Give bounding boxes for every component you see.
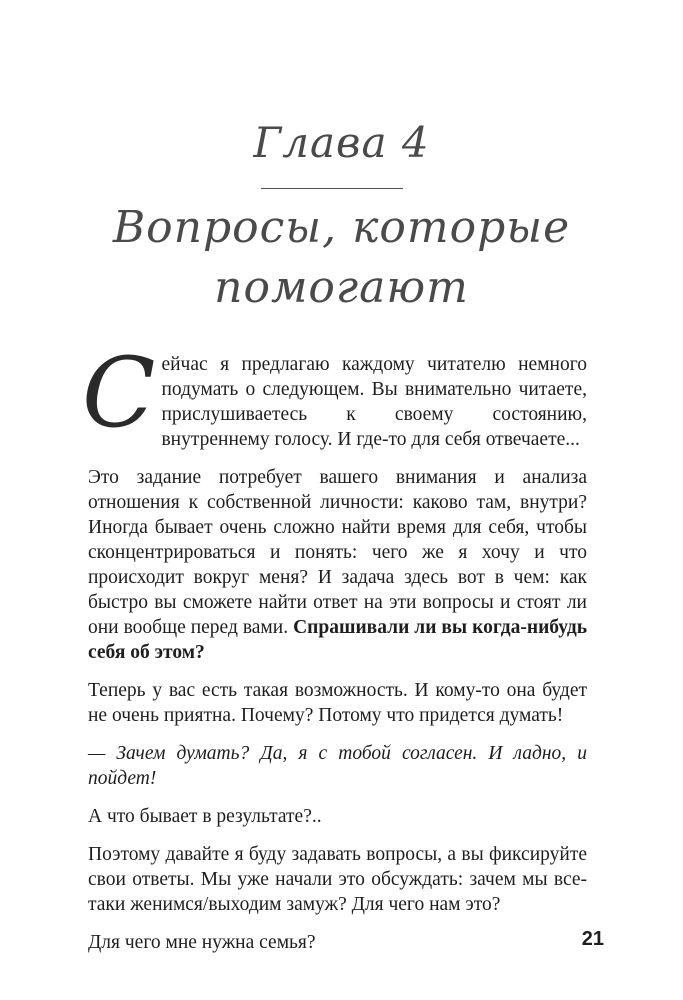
paragraph-1 <box>82 337 587 452</box>
page-number: 21 <box>581 928 604 950</box>
paragraph-3: Теперь у вас есть такая возможность. И кому-то она будет не очень приятна. Почему? Потому что придется думать! <box>88 680 587 726</box>
chapter-divider <box>261 188 403 189</box>
paragraph-2-text: Это задание потребует вашего внимания и анализа отношения к собственной личности: каково там, внутри? Иногда бывает очень сложно найти время для себя, чтобы сконцентрироваться и понять: чего же я хочу и что происходит вокруг меня? И задача здесь вот в чем: как быстро вы сможете найти ответ на эти вопросы и стоят ли они вообще перед вами. <box>88 467 587 638</box>
paragraph-1-text: ейчас я предлагаю каждому читателю немного подумать о следующем. Вы внимательно читаете, прислушиваетесь к своему состоянию, внутреннему голосу. И где-то для себя отвечаете... <box>161 354 587 450</box>
body-text <box>82 337 588 968</box>
chapter-title-line-1: Вопросы, которые <box>112 202 571 253</box>
chapter-title <box>0 198 683 318</box>
paragraph-5: А что бывает в результате?.. <box>88 806 322 827</box>
paragraph-6: Поэтому давайте я буду задавать вопросы, а вы фиксируйте свои ответы. Мы уже начали это обсуждать: зачем мы все-таки женимся/выходим замуж? Для чего нам это? <box>88 844 587 915</box>
paragraph-2-bold: Спрашивали ли вы когда-нибудь себя об этом? <box>88 617 588 663</box>
chapter-title-line-2: помогают <box>214 262 469 313</box>
paragraph-2 <box>88 465 587 665</box>
paragraph-4-dialogue: — Зачем думать? Да, я с тобой согласен. И ладно, и пойдет! <box>88 743 587 789</box>
paragraph-7: Для чего мне нужна семья? <box>88 932 316 953</box>
drop-cap: С <box>82 337 156 449</box>
chapter-label: Глава 4 <box>253 118 430 167</box>
